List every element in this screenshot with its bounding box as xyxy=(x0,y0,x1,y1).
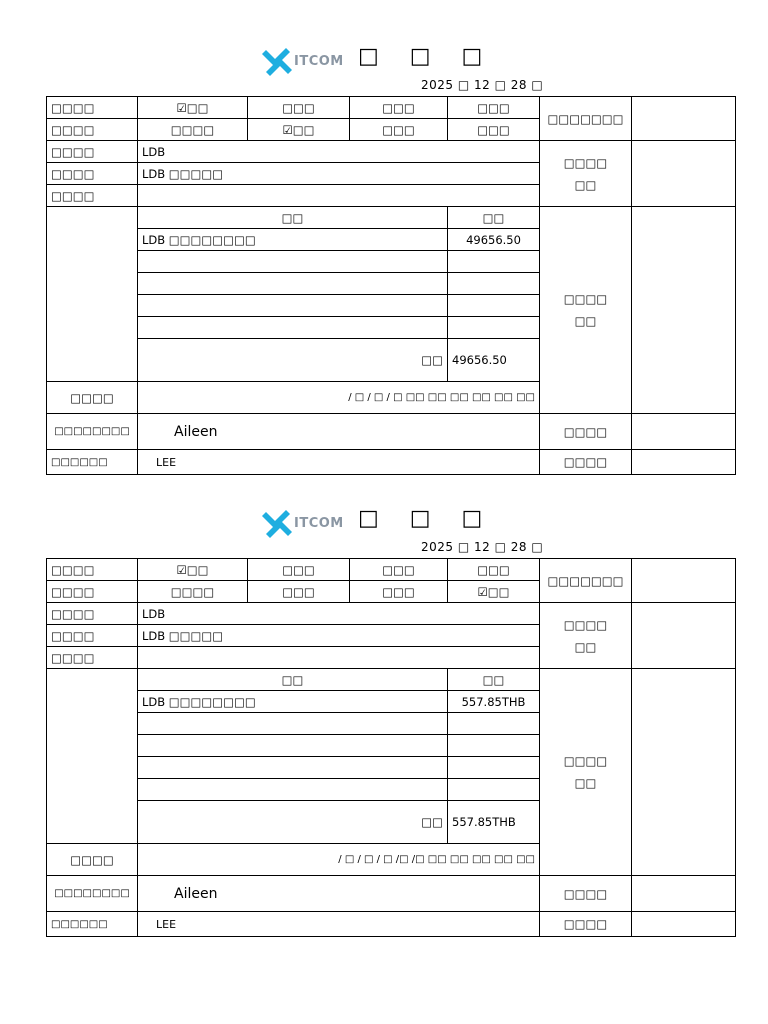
row1-option-3[interactable]: □□□ xyxy=(350,97,448,119)
row2-option-4[interactable]: ☑□□ xyxy=(448,581,540,603)
row1-label: □□□□ xyxy=(47,97,138,119)
x-logo-icon xyxy=(262,46,294,78)
mgr-value: LEE xyxy=(138,912,540,937)
row2-option-3[interactable]: □□□ xyxy=(350,581,448,603)
item3-amount xyxy=(448,273,540,295)
finance-label: □□□□ xyxy=(540,912,632,937)
row2-label: □□□□ xyxy=(47,119,138,141)
row1-option-2[interactable]: □□□ xyxy=(248,559,350,581)
items-left-cell xyxy=(47,669,138,844)
mgr-value: LEE xyxy=(138,450,540,475)
pay-value: / □ / □ / □ □□ □□ □□ □□ □□ □□ xyxy=(138,382,540,414)
r3-value: LDB xyxy=(138,603,540,625)
finance-label: □□□□ xyxy=(540,450,632,475)
side-top-label: □□□□□□□ xyxy=(540,97,632,141)
item3-amount xyxy=(448,735,540,757)
finance-value xyxy=(632,912,736,937)
applicant-value: Aileen xyxy=(138,876,540,912)
item1-amount: 49656.50 xyxy=(448,229,540,251)
r3-label: □□□□ xyxy=(47,141,138,163)
r4-label: □□□□ xyxy=(47,625,138,647)
item1-amount: 557.85THB xyxy=(448,691,540,713)
finance-value xyxy=(632,450,736,475)
total-label: □□ xyxy=(138,801,448,844)
row1-option-3[interactable]: □□□ xyxy=(350,559,448,581)
r5-label: □□□□ xyxy=(47,185,138,207)
row1-label: □□□□ xyxy=(47,559,138,581)
item3-desc xyxy=(138,735,448,757)
item4-desc xyxy=(138,757,448,779)
total-label: □□ xyxy=(138,339,448,382)
item5-amount xyxy=(448,779,540,801)
item3-desc xyxy=(138,273,448,295)
side-big-label: □□□□ □□ xyxy=(540,207,632,414)
item2-desc xyxy=(138,251,448,273)
side-top-value xyxy=(632,97,736,141)
form-2 xyxy=(0,502,768,962)
row2-option-1[interactable]: □□□□ xyxy=(138,119,248,141)
side-mid-value xyxy=(632,603,736,669)
side-mid-value xyxy=(632,141,736,207)
row2-option-2[interactable]: ☑□□ xyxy=(248,119,350,141)
side-mid-label: □□□□ □□ xyxy=(540,603,632,669)
total-value: 49656.50 xyxy=(448,339,540,382)
mgr-label: □□□□□□ xyxy=(47,450,138,475)
col-amount-header: □□ xyxy=(448,207,540,229)
side-top-label: □□□□□□□ xyxy=(540,559,632,603)
col-desc-header: □□ xyxy=(138,669,448,691)
row2-option-1[interactable]: □□□□ xyxy=(138,581,248,603)
side-mid-label: □□□□ □□ xyxy=(540,141,632,207)
logo-text: ITCOM xyxy=(294,516,344,531)
item4-amount xyxy=(448,757,540,779)
item4-amount xyxy=(448,295,540,317)
item1-desc: LDB □□□□□□□□ xyxy=(138,229,448,251)
r5-value xyxy=(138,647,540,669)
row1-option-4[interactable]: □□□ xyxy=(448,559,540,581)
side-top-value xyxy=(632,559,736,603)
row1-option-2[interactable]: □□□ xyxy=(248,97,350,119)
form-table xyxy=(46,558,736,937)
row2-option-4[interactable]: □□□ xyxy=(448,119,540,141)
approve-label: □□□□ xyxy=(540,414,632,450)
pay-label: □□□□ xyxy=(47,844,138,876)
form-table xyxy=(46,96,736,475)
form-date: 2025 □ 12 □ 28 □ xyxy=(421,540,544,554)
applicant-value: Aileen xyxy=(138,414,540,450)
item5-amount xyxy=(448,317,540,339)
row2-option-3[interactable]: □□□ xyxy=(350,119,448,141)
pay-label: □□□□ xyxy=(47,382,138,414)
form-header xyxy=(0,502,768,560)
row2-label: □□□□ xyxy=(47,581,138,603)
form-1 xyxy=(0,40,768,500)
row1-option-1[interactable]: ☑□□ xyxy=(138,97,248,119)
form-title: □ □ □ xyxy=(358,506,495,531)
col-desc-header: □□ xyxy=(138,207,448,229)
side-big-value xyxy=(632,207,736,414)
applicant-label: □□□□□□□□ xyxy=(47,414,138,450)
mgr-label: □□□□□□ xyxy=(47,912,138,937)
item2-desc xyxy=(138,713,448,735)
r5-value xyxy=(138,185,540,207)
item1-desc: LDB □□□□□□□□ xyxy=(138,691,448,713)
row2-option-2[interactable]: □□□ xyxy=(248,581,350,603)
items-left-cell xyxy=(47,207,138,382)
form-title: □ □ □ xyxy=(358,44,495,69)
row1-option-4[interactable]: □□□ xyxy=(448,97,540,119)
side-big-value xyxy=(632,669,736,876)
r3-label: □□□□ xyxy=(47,603,138,625)
r5-label: □□□□ xyxy=(47,647,138,669)
applicant-label: □□□□□□□□ xyxy=(47,876,138,912)
item5-desc xyxy=(138,317,448,339)
approve-value xyxy=(632,876,736,912)
item5-desc xyxy=(138,779,448,801)
item4-desc xyxy=(138,295,448,317)
row1-option-1[interactable]: ☑□□ xyxy=(138,559,248,581)
approve-label: □□□□ xyxy=(540,876,632,912)
col-amount-header: □□ xyxy=(448,669,540,691)
r4-value: LDB □□□□□ xyxy=(138,163,540,185)
r4-value: LDB □□□□□ xyxy=(138,625,540,647)
side-big-label: □□□□ □□ xyxy=(540,669,632,876)
r4-label: □□□□ xyxy=(47,163,138,185)
pay-value: / □ / □ / □ /□ /□ □□ □□ □□ □□ □□ xyxy=(138,844,540,876)
company-logo xyxy=(262,46,352,78)
item2-amount xyxy=(448,251,540,273)
total-value: 557.85THB xyxy=(448,801,540,844)
company-logo xyxy=(262,508,352,540)
r3-value: LDB xyxy=(138,141,540,163)
form-date: 2025 □ 12 □ 28 □ xyxy=(421,78,544,92)
form-header xyxy=(0,40,768,98)
x-logo-icon xyxy=(262,508,294,540)
logo-text: ITCOM xyxy=(294,54,344,69)
item2-amount xyxy=(448,713,540,735)
approve-value xyxy=(632,414,736,450)
